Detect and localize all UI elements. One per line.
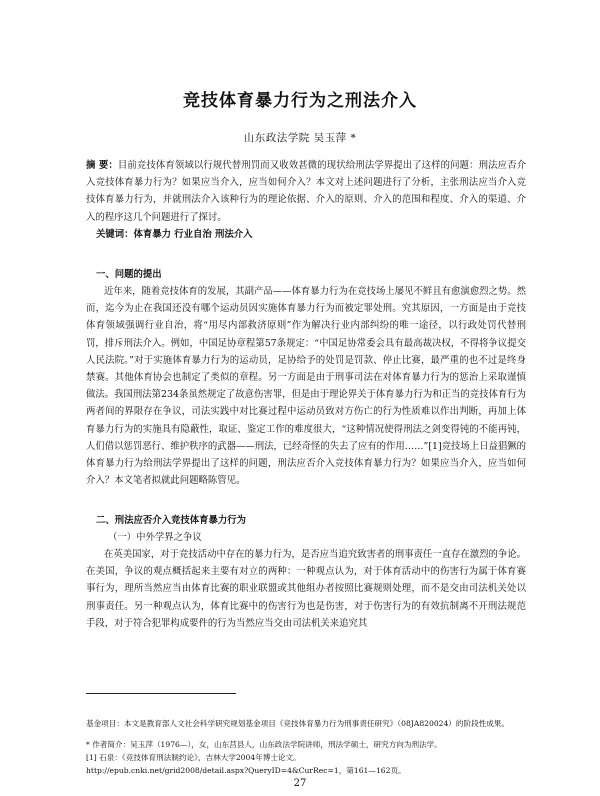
author-line: 山东政法学院 吴玉萍 * bbox=[243, 132, 357, 144]
section2-heading: 二、刑法应否介入竞技体育暴力行为 bbox=[96, 515, 247, 526]
section1-paragraph: 近年来，随着竞技体育的发展，其副产品——体育暴力行为在竞技场上屡见不鲜且有愈演愈烈之势。然而，迄今为止在我国还没有哪个运动员因实施体育暴力行为而被定罪处刑。究其原因，一方面是由于竞技体育领域强调行业自治，将“用尽内部救济原则”作为解决行业内部纠纷的唯一途径，以行政处罚代替刑罚，排斥刑法介入。例如，中国足协章程第57条规定：“中国足协常委会具有最高裁决权，不得将争议提交人民法院。”对于实施体育暴力行为的运动员，足协给予的处罚是罚款、停止比赛，最严重的也不过是终身禁赛。其他体育协会也制定了类似的章程。另一方面是由于刑事司法在对体育暴力行为的惩治上采取谨慎做法。我国刑法第234条虽然规定了故意伤害罪，但是由于理论界关于体育暴力行为和正当的竞技体育行为两者间的界限存在争议，司法实践中对比赛过程中运动员致对方伤亡的行为性质难以作出判断，再加上体育暴力行为的实施具有隐蔽性，取证、鉴定工作的难度很大，“这种情况使得刑法之剑变得钝的不能再钝，人们借以惩罚恶行、维护秩序的武器——刑法，已经奇怪的失去了应有的作用……”[1]竞技场上日益猖獗的体育暴力行为给刑法学界提出了这样的问题，刑法应否介入竞技体育暴力行为？如果应当介入，应当如何介入？本文笔者拟就此问题略陈管见。 bbox=[86, 286, 526, 487]
abstract-label: 摘 要： bbox=[86, 160, 118, 171]
paper-title: 竞技体育暴力行为之刑法介入 bbox=[183, 91, 417, 111]
keywords-text: 体育暴力 行业自治 刑法介入 bbox=[133, 229, 253, 240]
abstract bbox=[86, 157, 526, 226]
keywords-label: 关键词： bbox=[96, 229, 134, 240]
footnote-fund: 基金项目：本文是教育部人文社会科学研究规划基金项目《竞技体育暴力行为刑事责任研究》（08JA820024）的阶段性成果。 bbox=[86, 719, 510, 728]
section1-body bbox=[86, 283, 526, 489]
footnote-author: * 作者简介：吴玉萍（1976—），女，山东莒县人，山东政法学院讲师，刑法学硕士，研究方向为刑法学。 bbox=[86, 740, 442, 749]
section2-paragraph: 在英美国家，对于竞技活动中存在的暴力行为，是否应当追究致害者的刑事责任一直存在激烈的争论。在美国，争议的观点概括起来主要有对立的两种：一种观点认为，对于体育活动中的伤害行为属于体育赛事行为，理所当然应当由体育比赛的职业联盟或其他组办者按照比赛规则处理，而不是交由司法机关处以刑事责任。另一种观点认为，体育比赛中的伤害行为也是伤害，对于伤害行为的有效抗制离不开刑法规范手段，对于符合犯罪构成要件的行为当然应当交由司法机关来追究其 bbox=[86, 549, 526, 629]
keywords bbox=[96, 226, 253, 243]
section2-subheading: （一）中外学界之争议 bbox=[108, 532, 202, 543]
abstract-text: 目前竞技体育领域以行规代替刑罚而又收效甚微的现状给刑法学界提出了这样的问题：刑法应否介入竞技体育暴力行为？如果应当介入，应当如何介入？本文对上述问题进行了分析，主张刑法应当介入竞技体育暴力行为，并就刑法介入该种行为的理论依据、介入的原则、介入的范围和程度、介入的渠道、介入的程序这几个问题进行了探讨。 bbox=[86, 160, 526, 223]
footnote-divider bbox=[86, 693, 236, 694]
footnote-url[interactable]: http://epub.cnki.net/grid2008/detail.aspx?QueryID=4&CurRec=1，第161—162页。 bbox=[86, 766, 406, 775]
page-number: 27 bbox=[293, 778, 307, 789]
section2-body bbox=[86, 546, 526, 632]
footnote-reference: [1] 石泉：《竞技体育刑法制约论》，吉林大学2004年博士论文。 bbox=[86, 753, 301, 762]
section1-heading: 一、问题的提出 bbox=[96, 269, 162, 280]
